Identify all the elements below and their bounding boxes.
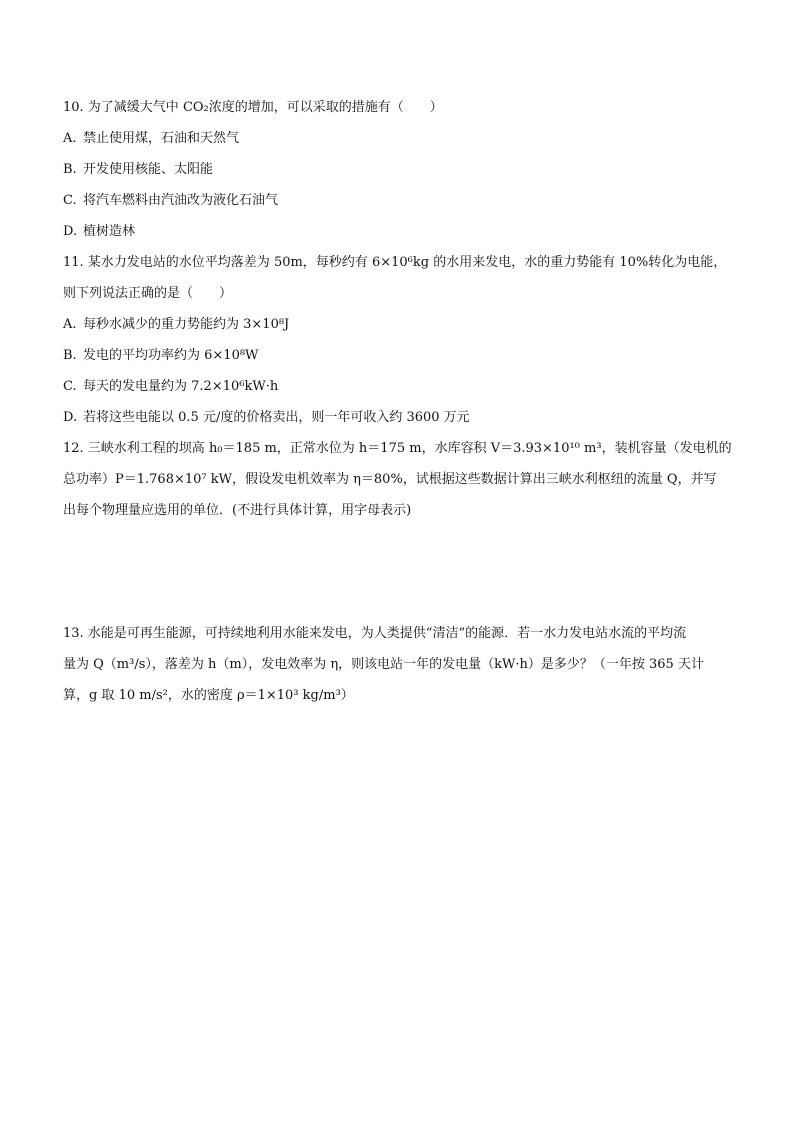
option-text: 将汽车燃料由汽油改为液化石油气 bbox=[83, 193, 279, 208]
question-content bbox=[63, 92, 739, 711]
q12-line2: 总功率）P＝1.768×10⁷ kW，假设发电机效率为 η＝80%，试根据这些数据计算出三峡水利枢纽的流量 Q，并写 bbox=[63, 472, 717, 487]
q10-stem: 10. 为了减缓大气中 CO₂浓度的增加，可以采取的措施有（ ） bbox=[63, 100, 443, 115]
q12-line3: 出每个物理量应选用的单位．(不进行具体计算，用字母表示) bbox=[63, 503, 412, 518]
q12-line1: 12. 三峡水利工程的坝高 h₀＝185 m，正常水位为 h＝175 m，水库容积 V＝3.93×10¹⁰ m³，装机容量（发电机的 bbox=[63, 441, 732, 456]
q10-option-c[interactable] bbox=[63, 185, 739, 216]
q10-option-d[interactable] bbox=[63, 216, 739, 247]
option-letter: C. bbox=[63, 193, 77, 208]
option-text: 植树造林 bbox=[83, 224, 136, 239]
q13-line2: 量为 Q（m³/s），落差为 h（m），发电效率为 η，则该电站一年的发电量（kW·h）是多少？（一年按 365 天计 bbox=[63, 657, 704, 672]
option-letter: B. bbox=[63, 162, 77, 177]
q11-option-d[interactable] bbox=[63, 402, 739, 433]
option-letter: D. bbox=[63, 410, 78, 425]
option-letter: D. bbox=[63, 224, 78, 239]
answer-space bbox=[63, 526, 739, 618]
option-letter: B. bbox=[63, 348, 77, 363]
option-text: 开发使用核能、太阳能 bbox=[83, 162, 214, 177]
q10-option-b[interactable] bbox=[63, 154, 739, 185]
q10-option-a[interactable] bbox=[63, 123, 739, 154]
option-letter: A. bbox=[63, 317, 77, 332]
option-text: 禁止使用煤，石油和天然气 bbox=[83, 131, 240, 146]
q11-option-b[interactable] bbox=[63, 340, 739, 371]
option-text: 若将这些电能以 0.5 元/度的价格卖出，则一年可收入约 3600 万元 bbox=[83, 410, 470, 425]
q11-stem-line1: 11. 某水力发电站的水位平均落差为 50m，每秒约有 6×10⁶kg 的水用来发电，水的重力势能有 10%转化为电能， bbox=[63, 255, 727, 270]
q13-line1: 13. 水能是可再生能源，可持续地利用水能来发电，为人类提供“清洁”的能源．若一水力发电站水流的平均流 bbox=[63, 626, 687, 641]
q11-stem-line2: 则下列说法正确的是（ ） bbox=[63, 286, 233, 301]
q13-line3: 算，g 取 10 m/s²，水的密度 ρ＝1×10³ kg/m³） bbox=[63, 688, 354, 703]
option-text: 每天的发电量约为 7.2×10⁶kW·h bbox=[83, 379, 279, 394]
q11-option-c[interactable] bbox=[63, 371, 739, 402]
option-text: 每秒水减少的重力势能约为 3×10⁸J bbox=[83, 317, 290, 332]
option-text: 发电的平均功率约为 6×10⁸W bbox=[83, 348, 259, 363]
option-letter: C. bbox=[63, 379, 77, 394]
q11-option-a[interactable] bbox=[63, 309, 739, 340]
option-letter: A. bbox=[63, 131, 77, 146]
